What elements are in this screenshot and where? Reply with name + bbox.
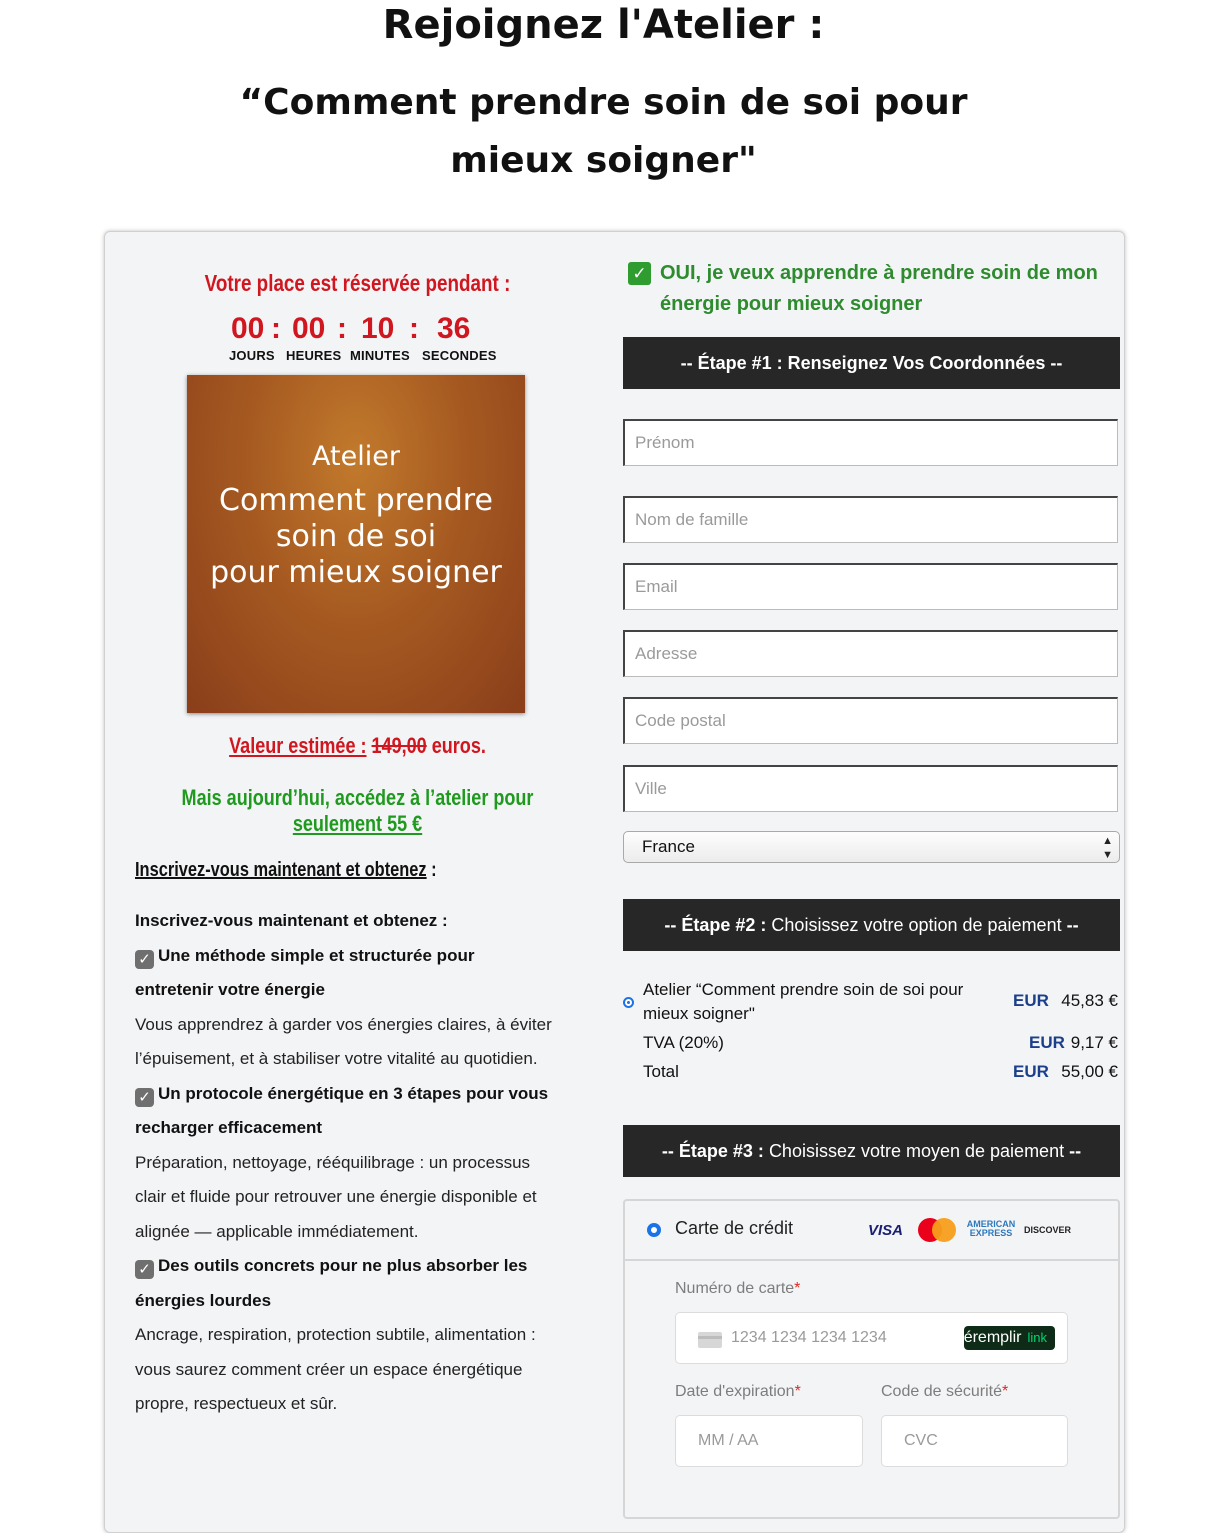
last-name-input[interactable]: Nom de famille [623, 496, 1118, 543]
offer-line-1: Mais aujourd’hui, accédez à l’atelier pour [181, 785, 534, 810]
required-mark: * [794, 1280, 801, 1297]
discover-icon: DISCOVER [1024, 1225, 1072, 1235]
amex-line-1: AMERICAN [966, 1219, 1016, 1229]
item-currency: EUR [1013, 991, 1049, 1010]
amex-line-2: EXPRESS [969, 1228, 1013, 1238]
expiry-label-text: Date d'expiration [675, 1383, 795, 1400]
checkbox-checked-icon: ✓ [135, 950, 154, 969]
timer-separator: : [271, 312, 281, 345]
product-image [187, 375, 525, 713]
page-title: Rejoignez l'Atelier : [382, 2, 825, 48]
card-number-label-text: Numéro de carte [675, 1280, 795, 1297]
page-subtitle [0, 74, 1207, 190]
old-price-suffix: euros. [431, 733, 486, 758]
timer-minutes: 10 [361, 312, 395, 345]
tva-currency: EUR [1029, 1033, 1065, 1052]
timer-days: 00 [231, 312, 265, 345]
timer-separator: : [409, 312, 419, 345]
timer-seconds: 36 [437, 312, 471, 345]
credit-card-label: Carte de crédit [675, 1218, 794, 1238]
payment-method-box [623, 1199, 1120, 1519]
cvc-label [881, 1383, 1008, 1401]
credit-card-radio[interactable] [647, 1223, 661, 1237]
product-line-2: Comment prendre [219, 483, 493, 518]
cvc-input[interactable]: CVC [881, 1415, 1068, 1467]
step-2-prefix: -- Étape #2 : [664, 915, 767, 935]
total-amount: 55,00 € [1061, 1062, 1118, 1081]
timer-hours: 00 [292, 312, 326, 345]
visa-icon: VISA [868, 1222, 904, 1239]
total-label: Total [643, 1062, 679, 1081]
mastercard-icon [918, 1218, 956, 1242]
card-number-label [675, 1280, 800, 1298]
step-1-header: -- Étape #1 : Renseignez Vos Coordonnées -- [623, 337, 1120, 389]
item-amount: 45,83 € [1061, 991, 1118, 1010]
country-value: France [642, 837, 695, 856]
step-2-text: Choisissez votre option de paiement [771, 915, 1062, 935]
offer-price: seulement 55 € [292, 811, 423, 836]
product-line-1: Atelier [312, 441, 400, 472]
step-3-text: Choisissez votre moyen de paiement [768, 1141, 1065, 1161]
benefit-title: Un protocole énergétique en 3 étapes pour vous recharger efficacement [135, 1083, 549, 1137]
required-mark: * [1001, 1383, 1009, 1400]
timer-hours-label: HEURES [286, 348, 342, 363]
product-line-4: pour mieux soigner [210, 555, 502, 590]
checkbox-checked-icon: ✓ [135, 1088, 154, 1107]
product-title [187, 483, 525, 591]
timer-minutes-label: MINUTES [350, 348, 410, 363]
credit-card-option[interactable] [625, 1201, 1118, 1261]
total-currency: EUR [1013, 1062, 1049, 1081]
benefit-item [135, 1077, 555, 1146]
amex-icon [966, 1220, 1016, 1240]
step-3-suffix: -- [1069, 1141, 1082, 1161]
step-3-header [623, 1125, 1120, 1177]
postal-code-input[interactable]: Code postal [623, 697, 1118, 744]
card-number-input[interactable] [675, 1312, 1068, 1364]
card-icon [698, 1332, 722, 1348]
subtitle-line-2: mieux soigner" [450, 140, 757, 181]
product-line-3: soin de soi [275, 519, 437, 554]
reservation-text: Votre place est réservée pendant : [204, 270, 511, 296]
benefits-heading [135, 859, 437, 882]
item-label: Atelier “Comment prendre soin de soi pour mieux soigner" [643, 980, 964, 1023]
old-price: 149,00 [371, 733, 427, 758]
card-number-placeholder: 1234 1234 1234 1234 [731, 1329, 887, 1346]
estimated-value-label: Valeur estimée : [229, 733, 367, 758]
tva-amount: 9,17 € [1070, 1033, 1118, 1052]
expiry-label [675, 1383, 801, 1401]
consent-label: OUI, je veux apprendre à prendre soin de mon énergie pour mieux soigner [660, 262, 1098, 315]
benefit-description: Préparation, nettoyage, rééquilibrage : un processus clair et fluide pour retrouver une énergie disponible et alignée — applicable immédiatement. [135, 1152, 537, 1241]
timer-seconds-label: SECONDES [422, 348, 497, 363]
subtitle-line-1: “Comment prendre soin de soi pour [239, 82, 968, 123]
cvc-label-text: Code de sécurité [881, 1383, 1002, 1400]
product-option-radio[interactable] [623, 997, 634, 1008]
countdown-timer [225, 312, 495, 372]
checkbox-checked-icon[interactable]: ✓ [628, 262, 651, 285]
estimated-value [0, 733, 715, 759]
step-3-prefix: -- Étape #3 : [661, 1141, 764, 1161]
required-mark: * [794, 1383, 801, 1400]
checkbox-checked-icon: ✓ [135, 1260, 154, 1279]
benefit-title: Une méthode simple et structurée pour entretenir votre énergie [135, 945, 475, 999]
expiry-input[interactable]: MM / AA [675, 1415, 863, 1467]
country-select[interactable] [623, 831, 1120, 863]
benefits-heading-colon: : [431, 859, 437, 881]
benefits-heading-text: Inscrivez-vous maintenant et obtenez [135, 859, 427, 881]
email-input[interactable]: Email [623, 563, 1118, 610]
benefit-description: Vous apprendrez à garder vos énergies claires, à éviter l’épuisement, et à stabiliser votre vitalité au quotidien. [135, 1014, 552, 1068]
first-name-input[interactable]: Prénom [623, 419, 1118, 466]
benefit-description: Ancrage, respiration, protection subtile, alimentation : vous saurez comment créer un espace énergétique propre, respectueux et sûr. [135, 1325, 536, 1413]
select-arrows-icon: ▲ ▼ [1102, 835, 1113, 861]
timer-separator: : [337, 312, 347, 345]
step-2-suffix: -- [1066, 915, 1079, 935]
timer-days-label: JOURS [229, 348, 275, 363]
prefill-text: éremplir [963, 1329, 1022, 1346]
offer-text [110, 785, 605, 837]
link-logo: link [1027, 1330, 1047, 1345]
benefit-title: Des outils concrets pour ne plus absorber les énergies lourdes [135, 1256, 528, 1310]
benefits-list [135, 904, 555, 1422]
benefits-intro: Inscrivez-vous maintenant et obtenez : [135, 911, 448, 930]
benefit-item [135, 939, 555, 1008]
reservation-notice [0, 270, 715, 297]
autofill-link-button[interactable] [964, 1326, 1055, 1350]
step-2-header [623, 899, 1120, 951]
city-input[interactable]: Ville [623, 765, 1118, 812]
benefit-item [135, 1249, 555, 1318]
tva-label: TVA (20%) [643, 1033, 724, 1052]
address-input[interactable]: Adresse [623, 630, 1118, 677]
